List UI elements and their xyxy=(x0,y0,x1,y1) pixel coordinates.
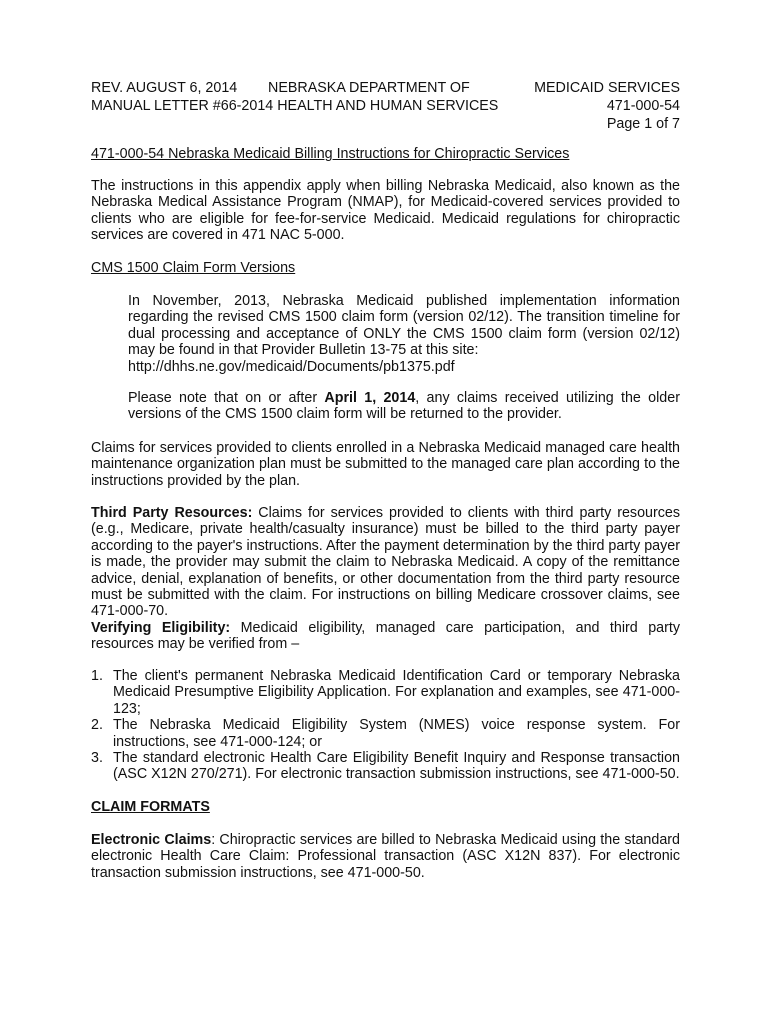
claim-formats-text: CLAIM FORMATS xyxy=(91,799,210,815)
list-item-text: The Nebraska Medicaid Eligibility System (NMES) voice response system. For instructions, see 471-000-124; or xyxy=(113,717,680,750)
list-item xyxy=(91,717,680,750)
revision-date: REV. AUGUST 6, 2014 xyxy=(91,80,238,96)
cms-heading-text: CMS 1500 Claim Form Versions xyxy=(91,260,296,276)
section-number: 471-000-54 xyxy=(606,98,680,114)
list-item-text: The standard electronic Health Care Eligibility Benefit Inquiry and Response transaction (ASC X12N 270/271). For electronic transaction submission instructions, see 471-000-50. xyxy=(113,750,680,783)
cms-para2-after: , any claims received utilizing the older versions of the CMS 1500 claim form will be returned to the provider. xyxy=(128,390,680,423)
department-line-1: NEBRASKA DEPARTMENT OF xyxy=(268,80,470,96)
cms-paragraph-2 xyxy=(128,390,680,423)
ve-text: Medicaid eligibility, managed care participation, and third party resources may be verified from – xyxy=(91,620,680,653)
claim-formats-heading xyxy=(91,799,680,815)
page-number: Page 1 of 7 xyxy=(606,116,680,132)
electronic-claims-paragraph xyxy=(91,832,680,881)
list-item xyxy=(91,750,680,783)
list-item-text: The client's permanent Nebraska Medicaid Identification Card or temporary Nebraska Medicaid Presumptive Eligibility Application. For explanation and examples, see 471-000-123; xyxy=(113,668,680,717)
header-right xyxy=(534,79,680,133)
cms-paragraph-1-text: In November, 2013, Nebraska Medicaid published implementation information regarding the revised CMS 1500 claim form (version 02/12). The transition timeline for dual processing and acceptance of ONLY the CMS 1500 claim form (version 02/12) may be found in that Provider Bulletin 13-75 at this site: xyxy=(128,293,680,359)
header-left xyxy=(91,79,511,115)
department-line-2: HEALTH AND HUMAN SERVICES xyxy=(277,98,499,114)
list-item xyxy=(91,668,680,717)
manual-letter: MANUAL LETTER #66-2014 xyxy=(91,98,274,114)
cms-heading xyxy=(91,260,680,276)
ve-label: Verifying Eligibility: xyxy=(91,620,231,636)
eligibility-list xyxy=(91,668,680,783)
cms-paragraph-1 xyxy=(128,293,680,375)
list-item-number: 3. xyxy=(91,750,103,767)
intro-text: The instructions in this appendix apply when billing Nebraska Medicaid, also known as the Nebraska Medical Assistance Program (NMAP), for Medicaid-covered services provided to clients who are eligible for fee-for-service Medicaid. Medicaid regulations for chiropractic services are covered in 471 NAC 5-000. xyxy=(91,178,680,244)
cms-url[interactable]: http://dhhs.ne.gov/medicaid/Documents/pb1375.pdf xyxy=(128,358,455,375)
list-item-number: 2. xyxy=(91,717,103,734)
cms-deadline-date: April 1, 2014 xyxy=(324,390,416,406)
cms-para2-before: Please note that on or after xyxy=(128,390,325,406)
ec-text: : Chiropractic services are billed to Nebraska Medicaid using the standard electronic Health Care Claim: Professional transaction (ASC X12N 837). For electronic transaction submission instructions, see 471-000-50. xyxy=(91,832,680,881)
verifying-eligibility-paragraph xyxy=(91,620,680,653)
list-item-number: 1. xyxy=(91,668,103,684)
document-title xyxy=(91,146,680,162)
tpr-text: Claims for services provided to clients with third party resources (e.g., Medicare, private health/casualty insurance) must be billed to the third party payer according to the payer's instructions. After the payment determination by the third party payer is made, the provider may submit the claim to Nebraska Medicaid. A copy of the remittance advice, denial, explanation of benefits, or other documentation from the third party resource must be submitted with the claim. For instructions on billing Medicare crossover claims, see 471-000-70. xyxy=(91,505,680,620)
ec-label: Electronic Claims xyxy=(91,832,212,848)
intro-paragraph xyxy=(91,178,680,244)
services-label: MEDICAID SERVICES xyxy=(534,80,680,96)
managed-care-paragraph xyxy=(91,440,680,489)
title-text: 471-000-54 Nebraska Medicaid Billing Instructions for Chiropractic Services xyxy=(91,146,570,162)
third-party-paragraph xyxy=(91,505,680,620)
tpr-label: Third Party Resources: xyxy=(91,505,253,521)
managed-care-text: Claims for services provided to clients enrolled in a Nebraska Medicaid managed care health maintenance organization plan must be submitted to the managed care plan according to the instructions provided by the plan. xyxy=(91,440,680,489)
